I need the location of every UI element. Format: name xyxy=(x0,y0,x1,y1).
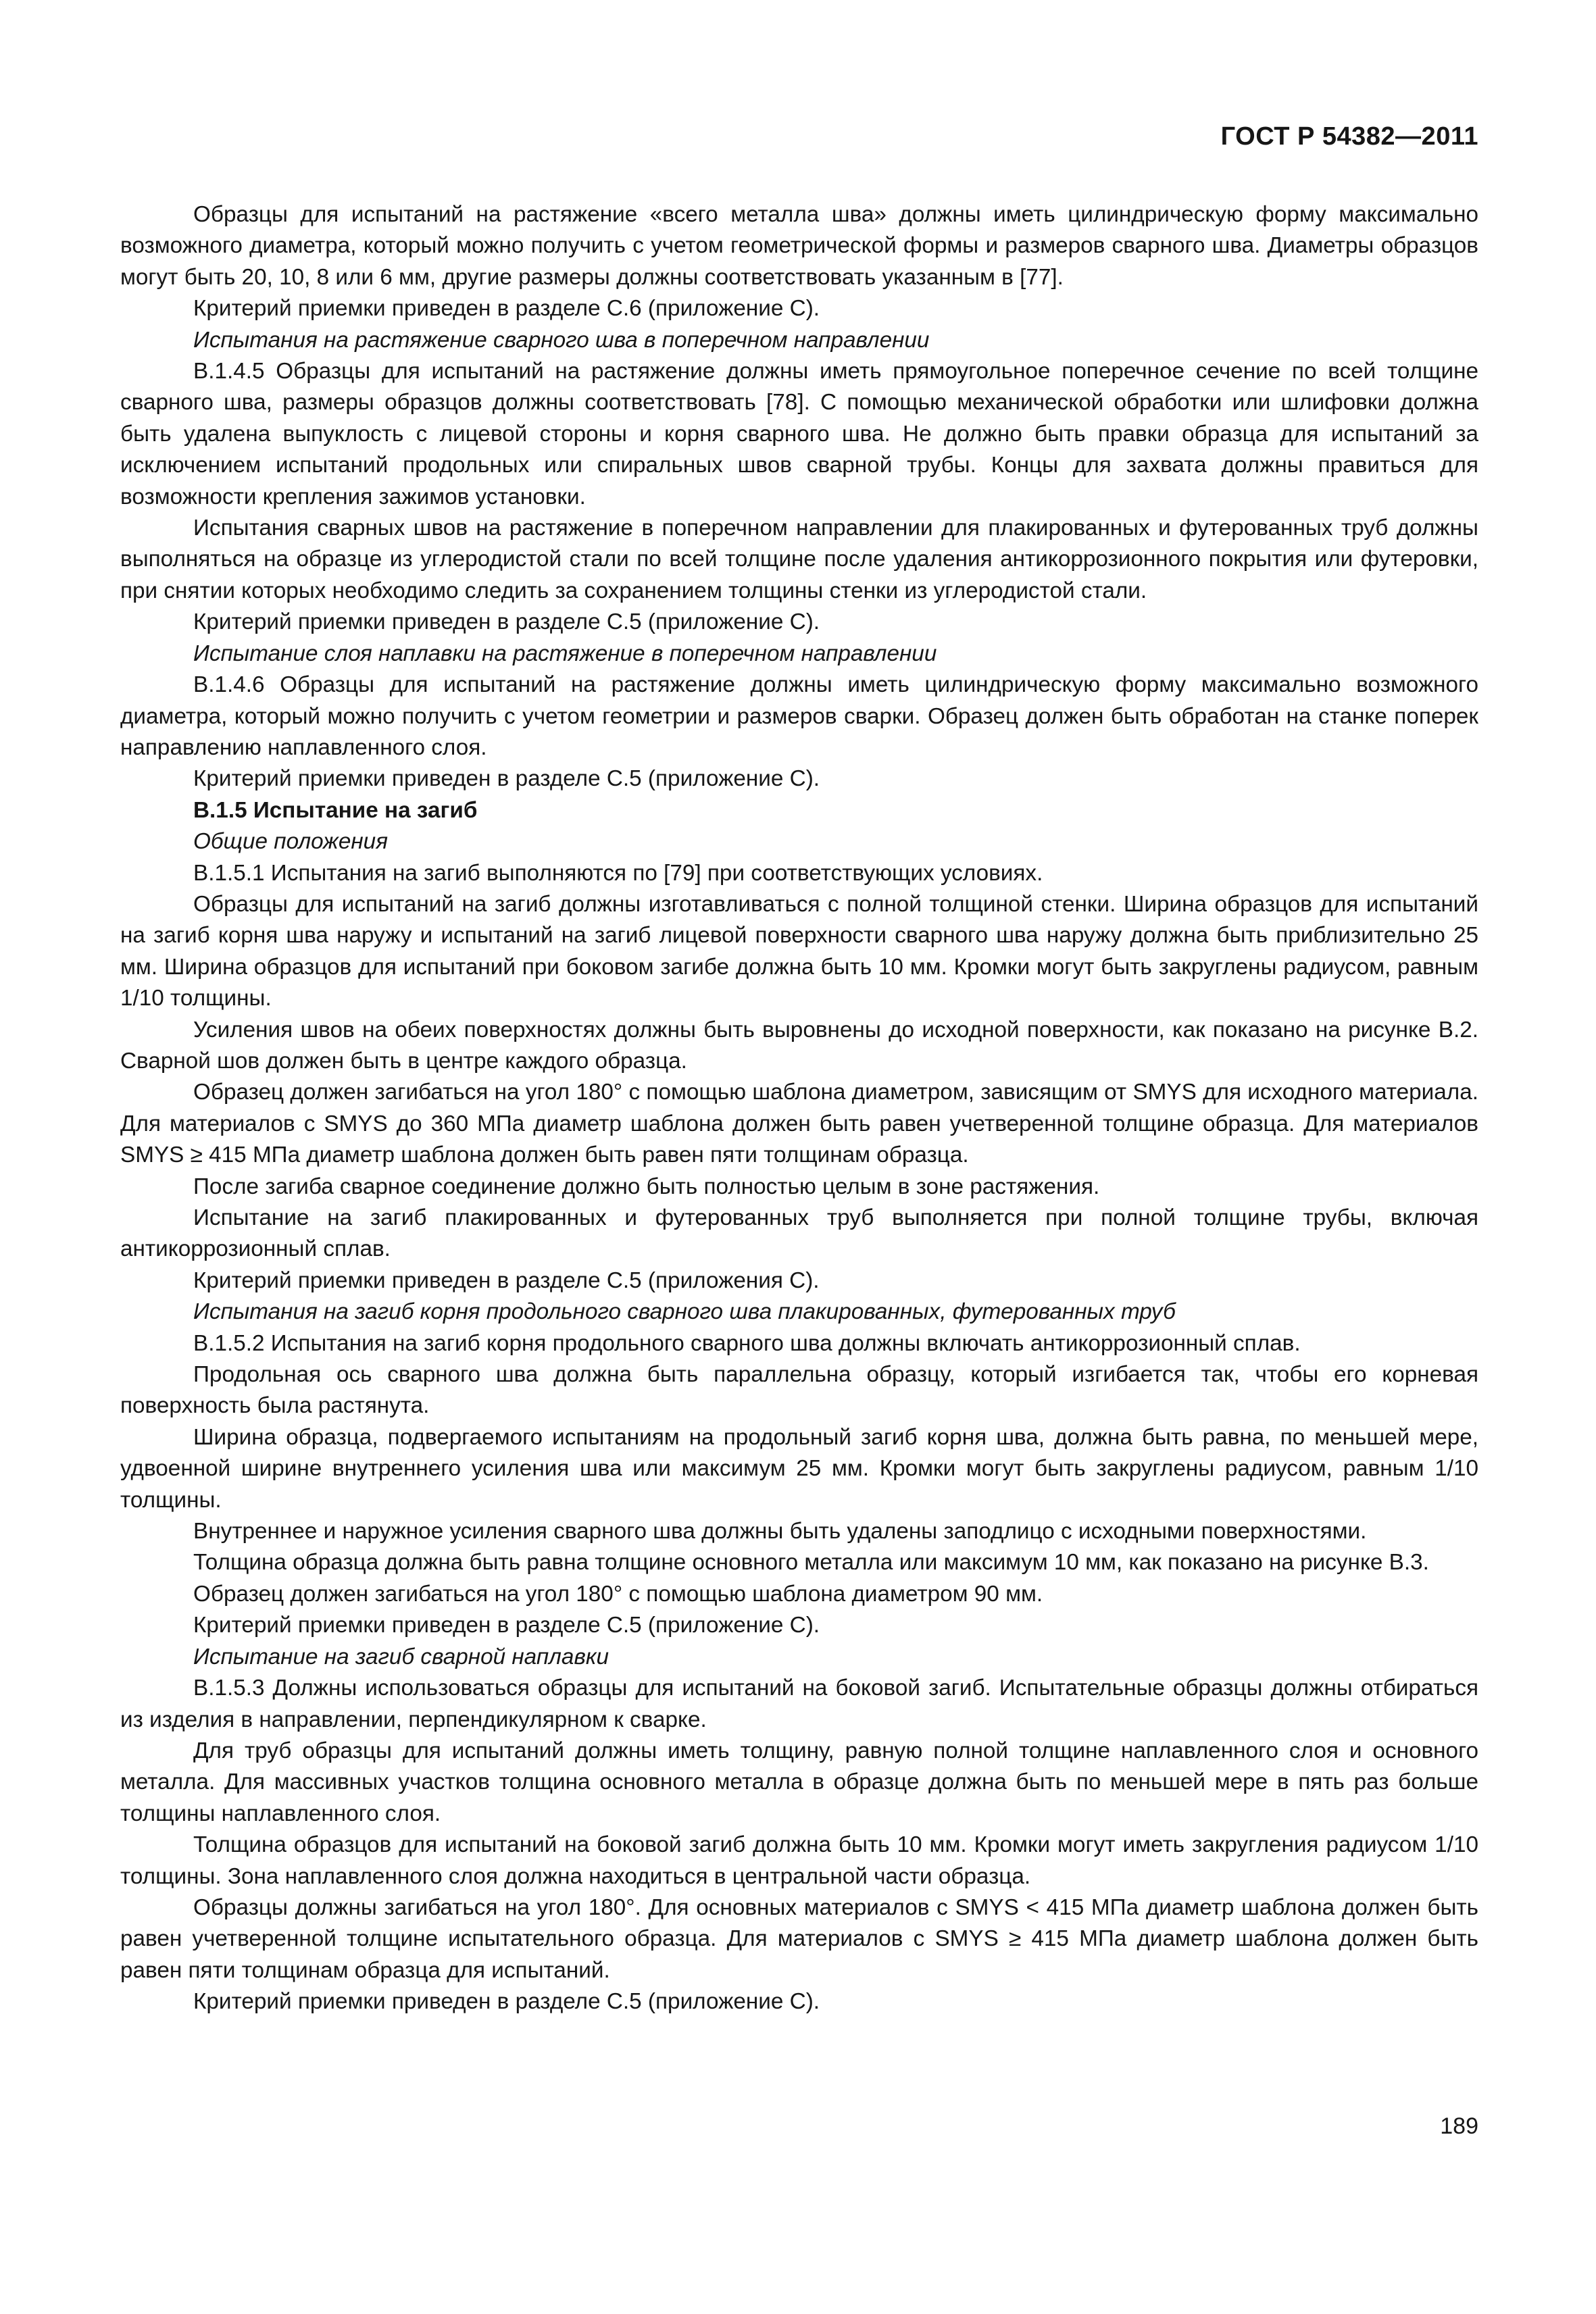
paragraph: Испытания сварных швов на растяжение в поперечном направлении для плакированных и футерованных труб должны выполняться на образце из углеродистой стали по всей толщине после удаления антикоррозионного покрытия или футеровки, при снятии которых необходимо следить за сохранением толщины стенки из углеродистой стали. xyxy=(120,515,1478,603)
paragraph: Образцы для испытаний на растяжение «всего металла шва» должны иметь цилиндрическую форму максимально возможного диаметра, который можно получить с учетом геометрической формы и размеров сварного шва. Диаметры образцов могут быть 20, 10, 8 или 6 мм, другие размеры должны соответствовать указанным в [77]. xyxy=(120,202,1478,290)
paragraph: В.1.4.5 Образцы для испытаний на растяжение должны иметь прямоугольное поперечное сечение по всей толщине сварного шва, размеры образцов должны соответствовать [78]. С помощью механической обработки или шлифовки должна быть удалена выпуклость с лицевой стороны и корня сварного шва. Не должно быть правки образца для испытаний за исключением испытаний продольных или спиральных швов сварной трубы. Концы для захвата должны правиться для возможности крепления зажимов установки. xyxy=(120,359,1478,509)
paragraph: После загиба сварное соединение должно быть полностью целым в зоне растяжения. xyxy=(193,1174,1100,1199)
paragraph: В.1.4.6 Образцы для испытаний на растяжение должны иметь цилиндрическую форму максимально возможного диаметра, который можно получить с учетом геометрии и размеров сварки. Образец должен быть обработан на станке поперек направлению наплавленного слоя. xyxy=(120,672,1478,760)
paragraph: Критерий приемки приведен в разделе С.5 (приложение С). xyxy=(193,1989,820,2015)
subsection-heading: Испытание слоя наплавки на растяжение в поперечном направлении xyxy=(193,640,937,666)
body-text xyxy=(120,199,1478,2018)
paragraph: Внутреннее и наружное усиления сварного шва должны быть удалены заподлицо с исходными поверхностями. xyxy=(193,1519,1367,1544)
subsection-heading: Испытания на растяжение сварного шва в поперечном направлении xyxy=(193,327,930,353)
paragraph: Толщина образцов для испытаний на боковой загиб должна быть 10 мм. Кромки могут иметь закругления радиусом 1/10 толщины. Зона наплавленного слоя должна находиться в центральной части образца. xyxy=(120,1832,1478,1889)
paragraph: Продольная ось сварного шва должна быть параллельна образцу, который изгибается так, чтобы его корневая поверхность была растянута. xyxy=(120,1362,1478,1419)
paragraph: Критерий приемки приведен в разделе С.5 (приложение С). xyxy=(193,1613,820,1638)
subsection-heading: Испытание на загиб сварной наплавки xyxy=(193,1644,609,1669)
standard-designation: ГОСТ Р 54382—2011 xyxy=(1220,122,1478,151)
paragraph: Испытание на загиб плакированных и футерованных труб выполняется при полной толщине трубы, включая антикоррозионный сплав. xyxy=(120,1205,1478,1262)
paragraph: Критерий приемки приведен в разделе С.5 (приложения С). xyxy=(193,1267,820,1293)
paragraph: Образец должен загибаться на угол 180° с помощью шаблона диаметром 90 мм. xyxy=(193,1581,1043,1607)
paragraph: В.1.5.3 Должны использоваться образцы для испытаний на боковой загиб. Испытательные образцы должны отбираться из изделия в направлении, перпендикулярном к сварке. xyxy=(120,1676,1478,1732)
paragraph: В.1.5.1 Испытания на загиб выполняются по [79] при соответствующих условиях. xyxy=(193,860,1043,886)
paragraph: Для труб образцы для испытаний должны иметь толщину, равную полной толщине наплавленного слоя и основного металла. Для массивных участков толщина основного металла в образце должна быть по меньшей мере в пять раз больше толщины наплавленного слоя. xyxy=(120,1738,1478,1826)
section-heading: В.1.5 Испытание на загиб xyxy=(193,797,478,823)
paragraph: Образцы для испытаний на загиб должны изготавливаться с полной толщиной стенки. Ширина образцов для испытаний на загиб корня шва наружу и испытаний на загиб лицевой поверхности сварного шва наружу должна быть приблизительно 25 мм. Ширина образцов для испытаний при боковом загибе должна быть 10 мм. Кромки могут быть закруглены радиусом, равным 1/10 толщины. xyxy=(120,891,1478,1011)
paragraph: В.1.5.2 Испытания на загиб корня продольного сварного шва должны включать антикоррозионный сплав. xyxy=(193,1330,1301,1356)
paragraph: Критерий приемки приведен в разделе С.5 (приложение С). xyxy=(193,609,820,635)
paragraph: Критерий приемки приведен в разделе С.6 (приложение С). xyxy=(193,296,820,322)
paragraph: Образцы должны загибаться на угол 180°. Для основных материалов с SMYS < 415 МПа диаметр шаблона должен быть равен учетверенной толщине испытательного образца. Для материалов с SMYS ≥ 415 МПа диаметр шаблона должен быть равен пяти толщинам образца для испытаний. xyxy=(120,1894,1478,1983)
paragraph: Критерий приемки приведен в разделе С.5 (приложение С). xyxy=(193,766,820,792)
paragraph: Усиления швов на обеих поверхностях должны быть выровнены до исходной поверхности, как показано на рисунке В.2. Сварной шов должен быть в центре каждого образца. xyxy=(120,1017,1478,1074)
paragraph: Ширина образца, подвергаемого испытаниям на продольный загиб корня шва, должна быть равна, по меньшей мере, удвоенной ширине внутреннего усиления шва или максимум 25 мм. Кромки могут быть закруглены радиусом, равным 1/10 толщины. xyxy=(120,1424,1478,1513)
page-number: 189 xyxy=(1440,2113,1478,2139)
subsection-heading: Испытания на загиб корня продольного сварного шва плакированных, футерованных труб xyxy=(193,1299,1176,1325)
paragraph: Толщина образца должна быть равна толщине основного металла или максимум 10 мм, как показано на рисунке В.3. xyxy=(193,1550,1429,1576)
subsection-heading: Общие положения xyxy=(193,829,388,855)
paragraph: Образец должен загибаться на угол 180° с помощью шаблона диаметром, зависящим от SMYS для исходного материала. Для материалов с SMYS до 360 МПа диаметр шаблона должен быть равен учетверенной толщине образца. Для материалов SMYS ≥ 415 МПа диаметр шаблона должен быть равен пяти толщинам образца. xyxy=(120,1080,1478,1168)
